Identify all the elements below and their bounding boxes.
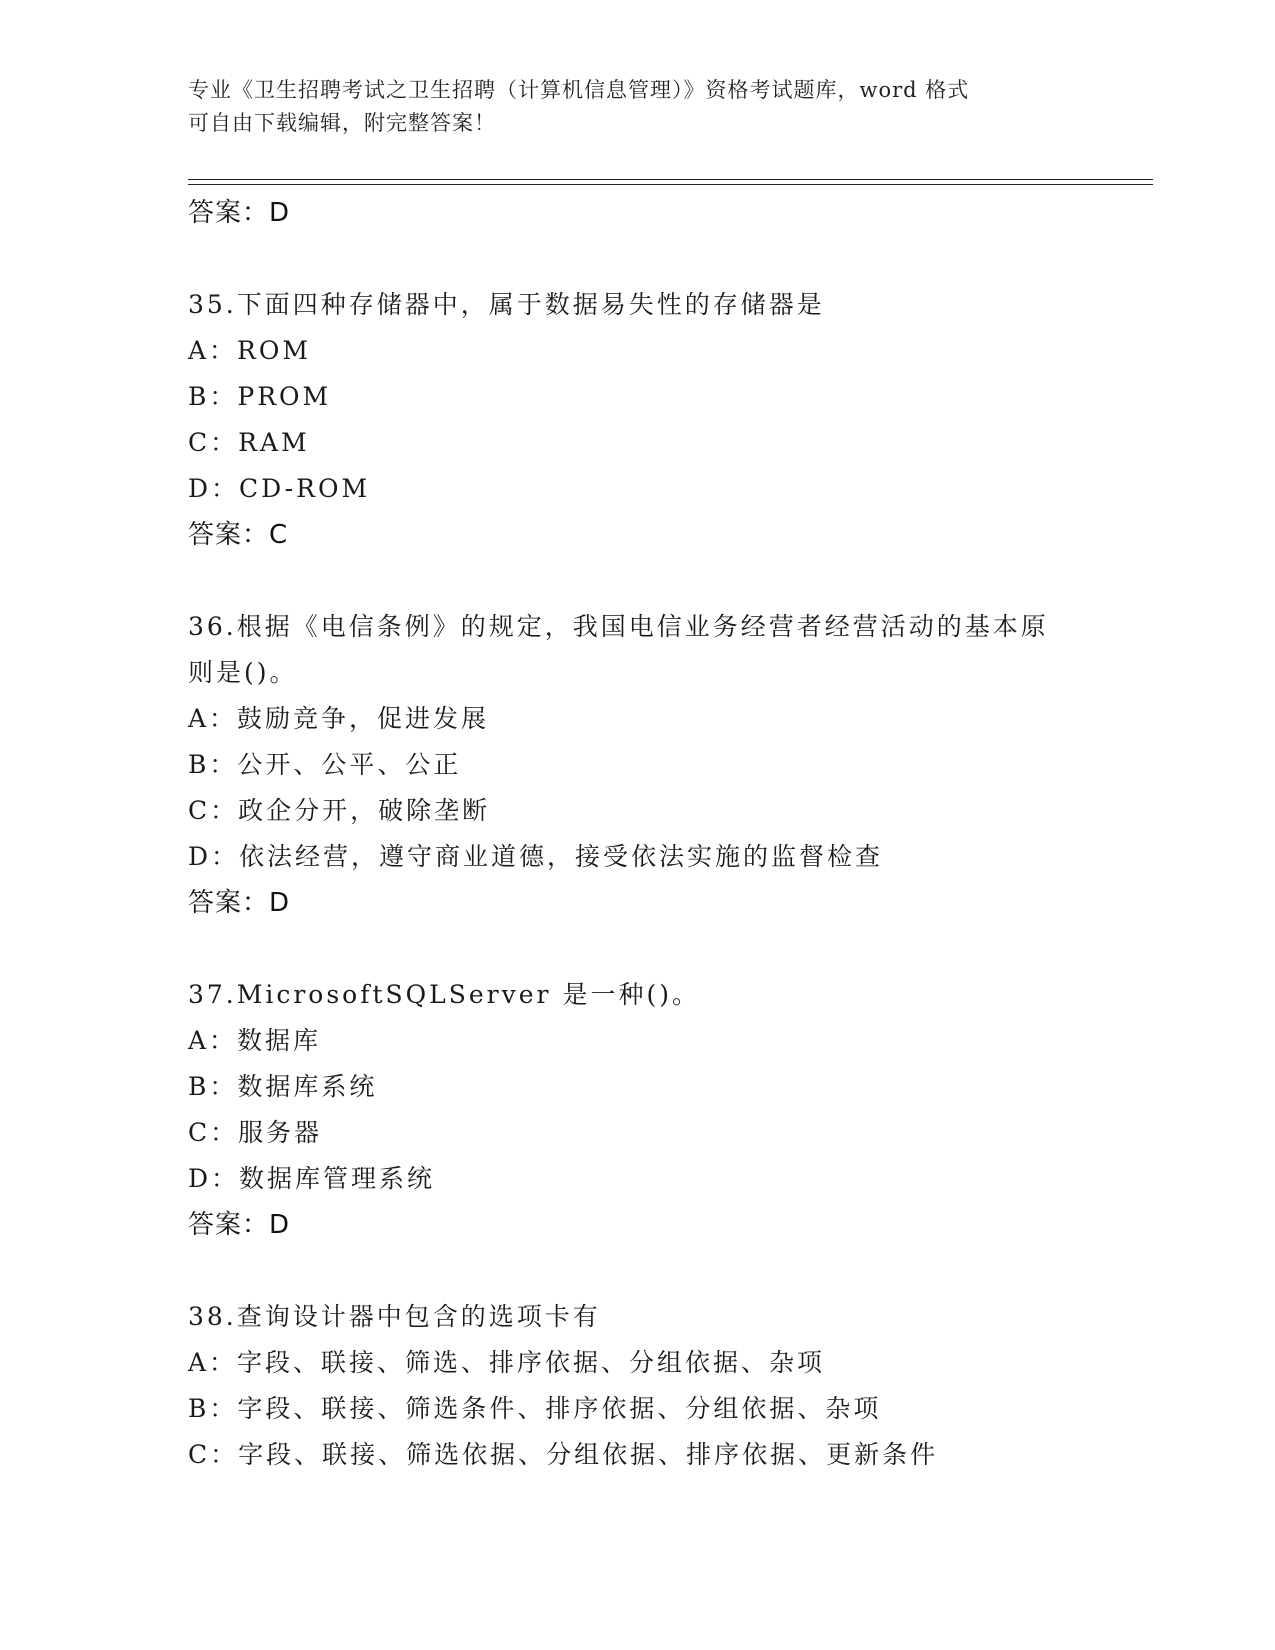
- question-stem: 38.查询设计器中包含的选项卡有: [188, 1302, 601, 1331]
- option-a: A：鼓励竞争，促进发展: [188, 704, 490, 733]
- option-b: B：字段、联接、筛选条件、排序依据、分组依据、杂项: [188, 1394, 882, 1423]
- option-d: D：依法经营，遵守商业道德，接受依法实施的监督检查: [188, 842, 884, 871]
- header-rule-bottom: [188, 184, 1153, 185]
- question-35: [188, 282, 1148, 558]
- option-a: A：字段、联接、筛选、排序依据、分组依据、杂项: [188, 1348, 826, 1377]
- option-c: C：RAM: [188, 428, 310, 457]
- question-37: [188, 972, 1148, 1248]
- answer: 答案：D: [188, 1210, 291, 1240]
- question-list: [188, 190, 1148, 1478]
- option-b: B：PROM: [188, 382, 332, 411]
- question-stem: 37.MicrosoftSQLServer 是一种()。: [188, 980, 700, 1009]
- question-36: [188, 604, 1148, 926]
- question-stem: 35.下面四种存储器中，属于数据易失性的存储器是: [188, 290, 825, 319]
- answer: 答案：C: [188, 520, 289, 550]
- question-stem-line-1: 36.根据《电信条例》的规定，我国电信业务经营者经营活动的基本原: [188, 612, 1049, 641]
- option-a: A：数据库: [188, 1026, 322, 1055]
- header-line-1: 专业《卫生招聘考试之卫生招聘（计算机信息管理）》资格考试题库，word 格式: [188, 78, 970, 102]
- option-b: B：公开、公平、公正: [188, 750, 462, 779]
- option-d: D：CD-ROM: [188, 474, 371, 503]
- prev-answer: 答案：D: [188, 198, 291, 228]
- header-rule-top: [188, 179, 1153, 180]
- question-38: [188, 1294, 1148, 1478]
- option-c: C：政企分开，破除垄断: [188, 796, 491, 825]
- option-c: C：服务器: [188, 1118, 323, 1147]
- answer: 答案：D: [188, 888, 291, 918]
- option-b: B：数据库系统: [188, 1072, 378, 1101]
- question-stem-line-2: 则是()。: [188, 658, 298, 687]
- option-d: D：数据库管理系统: [188, 1164, 436, 1193]
- option-a: A：ROM: [188, 336, 311, 365]
- header-line-2: 可自由下载编辑，附完整答案！: [188, 111, 496, 135]
- option-c: C：字段、联接、筛选依据、分组依据、排序依据、更新条件: [188, 1440, 939, 1469]
- page-header: [188, 74, 1088, 140]
